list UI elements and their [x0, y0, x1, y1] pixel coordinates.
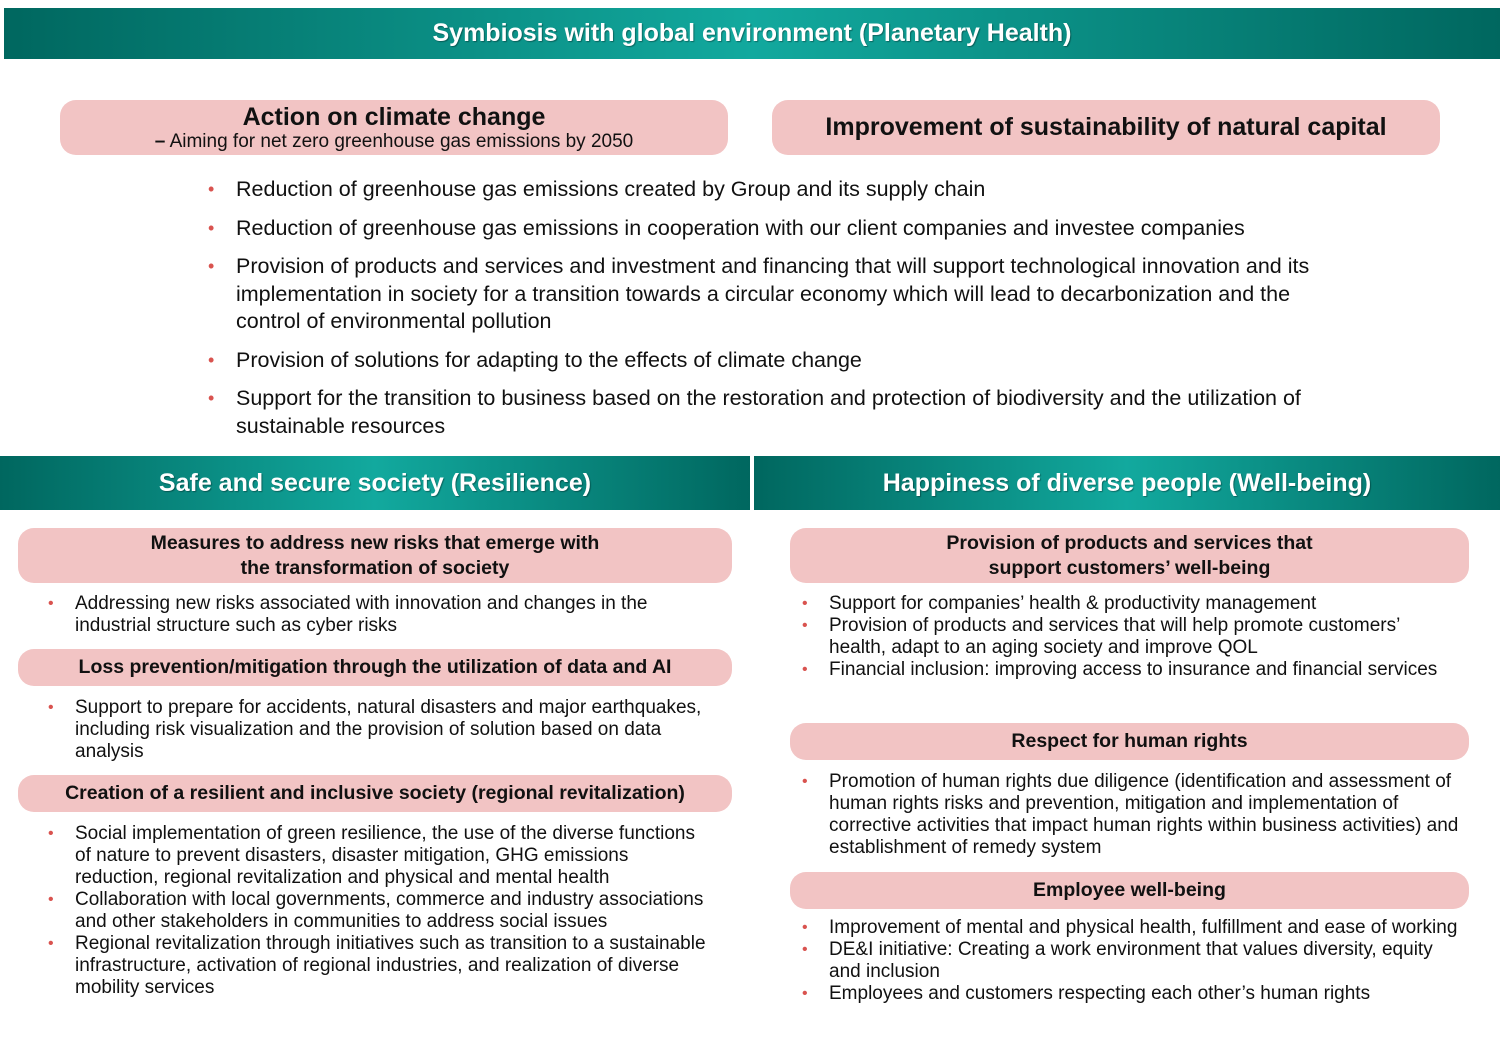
list-item: • Reduction of greenhouse gas emissions created by Group and its supply chain [208, 176, 1338, 204]
resilient-society-bullet-list [46, 823, 706, 999]
resilience-band-title: Safe and secure society (Resilience) [158, 468, 592, 497]
employee-wellbeing-title: Employee well-being [1033, 879, 1226, 901]
loss-prevention-bullet-list [46, 697, 706, 763]
list-item: • Social implementation of green resilience, the use of the diverse functions of nature to prevent disasters, disaster mitigation, GHG emissions reduction, regional revitalization and physical and mental health [46, 823, 706, 889]
list-item: • Reduction of greenhouse gas emissions in cooperation with our client companies and investee companies [208, 215, 1338, 243]
customer-wellbeing-title-line2: support customers’ well-being [988, 556, 1271, 579]
list-item: • Provision of solutions for adapting to the effects of climate change [208, 347, 1338, 375]
list-item: • Regional revitalization through initiatives such as transition to a sustainable infrastructure, activation of regional industries, and realization of diverse mobility services [46, 933, 706, 999]
customer-wellbeing-bullet-list [800, 593, 1460, 681]
loss-prevention-pill [18, 649, 732, 686]
climate-change-subtitle [155, 131, 633, 153]
list-item: • Employees and customers respecting each other’s human rights [800, 983, 1460, 1005]
natural-capital-pill [772, 100, 1440, 155]
customer-wellbeing-title-line1: Provision of products and services that [946, 531, 1313, 554]
planetary-health-band-title: Symbiosis with global environment (Planetary Health) [432, 19, 1072, 47]
resilience-band [0, 456, 750, 510]
list-item: • Support for the transition to business based on the restoration and protection of biodiversity and the utilization of sustainable resources [208, 385, 1338, 440]
list-item: • Addressing new risks associated with innovation and changes in the industrial structure such as cyber risks [46, 593, 706, 637]
climate-subtitle-text: Aiming for net zero greenhouse gas emissions by 2050 [169, 130, 634, 152]
wellbeing-band-title: Happiness of diverse people (Well-being) [882, 468, 1372, 497]
resilient-society-title: Creation of a resilient and inclusive society (regional revitalization) [65, 782, 685, 804]
wellbeing-band [754, 456, 1500, 510]
employee-wellbeing-pill [790, 872, 1469, 909]
new-risks-bullet-list [46, 593, 706, 637]
climate-change-pill [60, 100, 728, 155]
list-item: • Promotion of human rights due diligence (identification and assessment of human rights risks and prevention, mitigation and implementation of corrective activities that impact human rights within business activities) and establishment of remedy system [800, 771, 1460, 859]
list-item: • Support to prepare for accidents, natural disasters and major earthquakes, including risk visualization and the provision of solution based on data analysis [46, 697, 706, 763]
human-rights-pill [790, 723, 1469, 760]
resilient-society-pill [18, 775, 732, 812]
customer-wellbeing-pill [790, 528, 1469, 583]
natural-capital-title: Improvement of sustainability of natural capital [825, 113, 1387, 141]
human-rights-title: Respect for human rights [1011, 730, 1248, 752]
human-rights-bullet-list [800, 771, 1460, 859]
list-item: • Improvement of mental and physical health, fulfillment and ease of working [800, 917, 1460, 939]
planetary-health-band [4, 8, 1500, 59]
employee-wellbeing-bullet-list [800, 917, 1460, 1005]
list-item: • Collaboration with local governments, commerce and industry associations and other stakeholders in communities to address social issues [46, 889, 706, 933]
list-item: • Financial inclusion: improving access to insurance and financial services [800, 659, 1460, 681]
loss-prevention-title: Loss prevention/mitigation through the utilization of data and AI [78, 656, 672, 678]
new-risks-title-line2: the transformation of society [240, 556, 510, 579]
list-item: • DE&I initiative: Creating a work environment that values diversity, equity and inclusion [800, 939, 1460, 983]
climate-subtitle-dash: – [154, 130, 166, 152]
new-risks-title-line1: Measures to address new risks that emerge with [150, 531, 600, 554]
list-item: • Provision of products and services and investment and financing that will support technological innovation and its implementation in society for a transition towards a circular economy which will lead to decarbonization and the control of environmental pollution [208, 253, 1338, 336]
climate-change-title: Action on climate change [242, 102, 546, 131]
list-item: • Support for companies’ health & productivity management [800, 593, 1460, 615]
new-risks-pill [18, 528, 732, 583]
planetary-health-bullet-list [208, 176, 1338, 451]
list-item: • Provision of products and services that will help promote customers’ health, adapt to an aging society and improve QOL [800, 615, 1460, 659]
